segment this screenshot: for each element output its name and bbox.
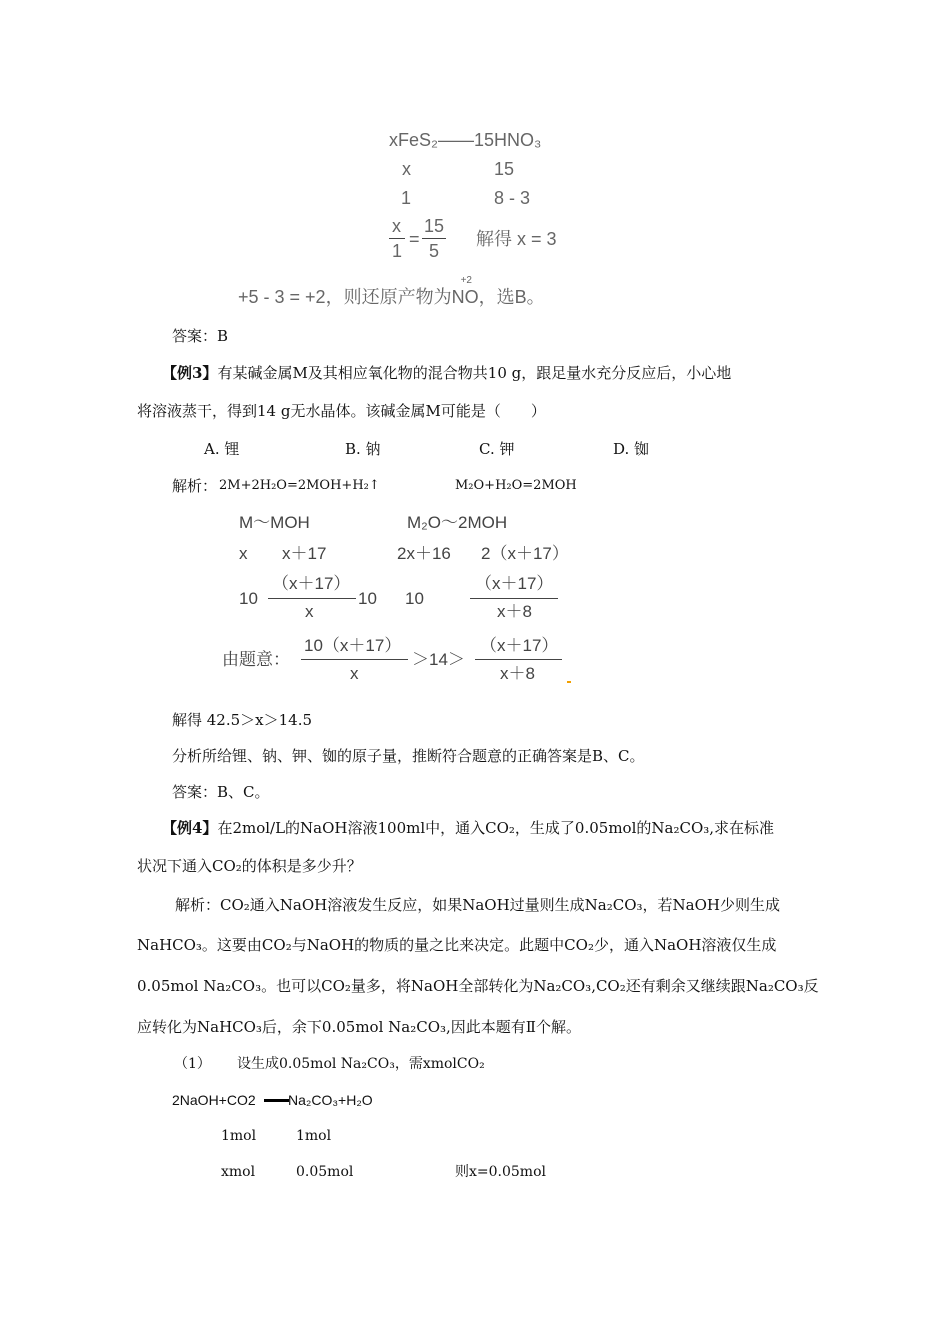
fig2-b3: 2（x＋17） bbox=[481, 544, 569, 563]
table-row2-col1: xmol bbox=[221, 1164, 256, 1180]
fig2-d-bar1 bbox=[301, 659, 408, 660]
example4-analysis-line4: 应转化为NaHCO₃后，余下0.05mol Na₂CO₃,因此本题有Ⅱ个解。 bbox=[137, 1018, 581, 1036]
fig1-conclusion: +5 - 3 = +2，则还原产物为 +2 NO，选B。 bbox=[238, 275, 545, 307]
table-row1-col2: 1mol bbox=[296, 1128, 332, 1144]
example3-question-line2: 将溶液蒸干，得到14 g无水晶体。该碱金属M可能是（ ） bbox=[137, 402, 546, 420]
fig2-a2: x bbox=[239, 544, 248, 563]
example3-analysis2: 分析所给锂、钠、钾、铷的原子量，推断符合题意的正确答案是B、C。 bbox=[172, 747, 645, 765]
fig2-c5-num: （x＋17） bbox=[475, 574, 554, 593]
option-c: C. 钾 bbox=[479, 440, 515, 458]
fig1-solve: 解得 x = 3 bbox=[476, 229, 557, 249]
fig2-b2: 2x＋16 bbox=[397, 544, 451, 563]
fig2-c2-bar bbox=[268, 598, 356, 599]
fig2-c1: 10 bbox=[239, 589, 258, 608]
equation-left: 2NaOH+CO2 bbox=[172, 1092, 256, 1108]
reaction-2: M₂O+H₂O=2MOH bbox=[455, 478, 577, 493]
table-row1-col1: 1mol bbox=[221, 1128, 257, 1144]
fig1-frac2-bar bbox=[422, 238, 446, 239]
fig1-frac2-den: 5 bbox=[429, 241, 440, 261]
fig1-row2-right: 8 - 3 bbox=[494, 188, 531, 208]
option-a: A. 锂 bbox=[204, 440, 240, 458]
example4-analysis-line3: 0.05mol Na₂CO₃。也可以CO₂量多，将NaOH全部转化为Na₂CO₃,CO₂还有剩余又继续跟Na₂CO₃反 bbox=[137, 977, 819, 995]
fig1-frac2-num: 15 bbox=[424, 216, 445, 236]
example3-question-line1: 【例3】有某碱金属M及其相应氧化物的混合物共10 g，跟足量水充分反应后，小心地 bbox=[162, 364, 732, 382]
example4-question-line2: 状况下通入CO₂的体积是多少升？ bbox=[137, 857, 362, 875]
example4-analysis-line1: 解析：CO₂通入NaOH溶液发生反应，如果NaOH过量则生成Na₂CO₃，若NaOH少则生成 bbox=[175, 896, 780, 914]
fig2-c5-den: x＋8 bbox=[497, 602, 532, 621]
fig2-d-den1: x bbox=[350, 664, 359, 683]
fig2-d-num1: 10（x＋17） bbox=[304, 636, 402, 655]
step1-number: （1） bbox=[174, 1056, 211, 1072]
no-charge: +2 bbox=[460, 275, 472, 286]
example3-answer: 答案：B、C。 bbox=[172, 783, 270, 801]
fig1-row1-left: x bbox=[402, 159, 411, 179]
fig2-a3: x＋17 bbox=[282, 544, 327, 563]
option-b: B. 钠 bbox=[345, 440, 381, 458]
table-row2-col3: 则x=0.05mol bbox=[455, 1164, 546, 1180]
option-d: D. 铷 bbox=[613, 440, 650, 458]
equation-right: Na₂CO₃+H₂O bbox=[288, 1092, 373, 1108]
example4-question-line1: 【例4】在2mol/L的NaOH溶液100ml中，通入CO₂，生成了0.05mol的Na₂CO₃,求在标准 bbox=[162, 819, 775, 837]
reaction-arrow bbox=[264, 1099, 289, 1102]
fig1-row1-right: 15 bbox=[494, 159, 515, 179]
fig1-eq-sign: = bbox=[409, 229, 420, 249]
example3-tag: 【例3】 bbox=[162, 364, 218, 382]
fig2-c4: 10 bbox=[405, 589, 424, 608]
table-row2-col2: 0.05mol bbox=[296, 1164, 354, 1180]
fig2-c2-num: （x＋17） bbox=[272, 574, 351, 593]
fig2-b1: M₂O～2MOH bbox=[407, 513, 508, 532]
fig2-c2-den: x bbox=[305, 602, 314, 621]
fig2-mark bbox=[567, 681, 571, 683]
fig2-d-num2: （x＋17） bbox=[480, 636, 559, 655]
step1-text: 设生成0.05mol Na₂CO₃，需xmolCO₂ bbox=[237, 1056, 485, 1072]
example3-solve: 解得 42.5＞x＞14.5 bbox=[172, 711, 313, 729]
fig1-frac1-bar bbox=[389, 238, 405, 239]
fig2-d-bar2 bbox=[475, 659, 562, 660]
example3-analysis-label: 解析： bbox=[172, 477, 218, 495]
fig2-a1: M～MOH bbox=[239, 513, 310, 532]
fig1-frac1-num: x bbox=[392, 216, 401, 236]
fig2-c5-bar bbox=[470, 598, 558, 599]
fig2-d-mid: ＞14＞ bbox=[412, 650, 465, 669]
fig1-frac1-den: 1 bbox=[392, 241, 403, 261]
fig2-c3: 10 bbox=[358, 589, 377, 608]
fig1-equation: xFeS₂——15HNO₃ bbox=[389, 130, 542, 150]
example4-analysis-line2: NaHCO₃。这要由CO₂与NaOH的物质的量之比来决定。此题中CO₂少，通入NaOH溶液仅生成 bbox=[137, 936, 777, 954]
reaction-1: 2M+2H₂O=2MOH+H₂↑ bbox=[219, 478, 380, 493]
answer-example2: 答案：B bbox=[172, 327, 229, 345]
fig1-row2-left: 1 bbox=[401, 188, 412, 208]
fig2-d-label: 由题意： bbox=[222, 650, 290, 669]
example4-tag: 【例4】 bbox=[162, 819, 218, 837]
fig2-d-den2: x＋8 bbox=[500, 664, 535, 683]
